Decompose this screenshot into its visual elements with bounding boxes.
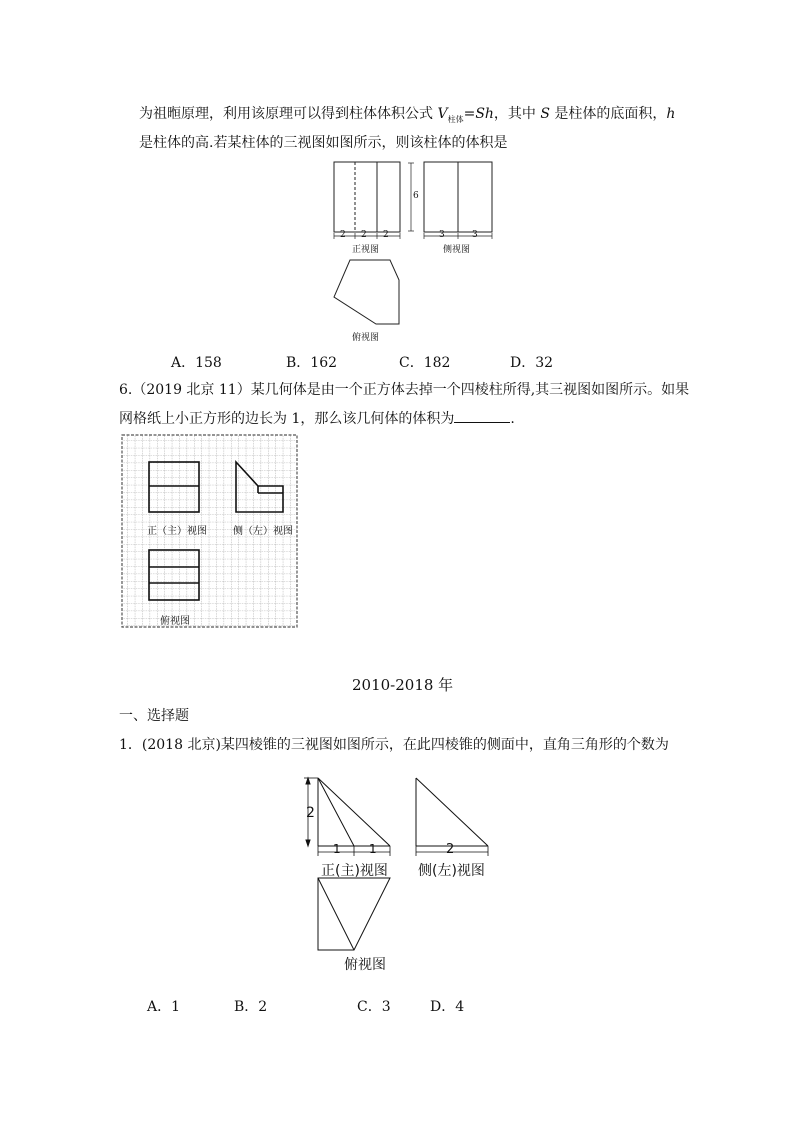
- q1-dim-side: 2: [446, 842, 455, 857]
- q5-front-caption: 正视图: [352, 245, 380, 255]
- q6-line2-end: .: [510, 411, 515, 427]
- q1-option-c: C．3: [357, 999, 391, 1015]
- q5-front-view-rect: [334, 162, 400, 232]
- q5-dim-side-2: 3: [472, 230, 478, 240]
- q1-dim-height: 2: [306, 805, 315, 821]
- q5-dim-height: 6: [413, 191, 419, 201]
- q5-option-d: D．32: [510, 355, 554, 371]
- q1-front-caption: 正(主)视图: [321, 863, 388, 879]
- q5-line2: 是柱体的高.若某柱体的三视图如图所示，则该柱体的体积是: [139, 135, 508, 151]
- q5-dim-front-3: 2: [383, 230, 389, 240]
- q5-line1-b: ，其中: [493, 106, 541, 122]
- q6-line2-text: 网格纸上小正方形的边长为 1，那么该几何体的体积为: [119, 411, 455, 427]
- q5-equals: =: [463, 106, 476, 122]
- q5-line1: [139, 104, 675, 130]
- q1-top-caption: 俯视图: [344, 957, 386, 973]
- q5-line1-a: 为祖暅原理，利用该原理可以得到柱体体积公式: [139, 106, 438, 122]
- q1-option-a: A．1: [147, 999, 181, 1015]
- q5-dim-front-2: 2: [361, 230, 367, 240]
- q5-Sh: Sh: [475, 106, 494, 122]
- q6-front-caption: 正（主）视图: [147, 526, 207, 537]
- q5-top-caption: 俯视图: [352, 333, 380, 343]
- q5-V: V: [437, 106, 448, 122]
- q5-h: h: [666, 106, 676, 122]
- q5-top-view-pentagon: [334, 260, 399, 324]
- q5-side-caption: 侧视图: [443, 245, 471, 255]
- q1-option-b: B．2: [234, 999, 268, 1015]
- q5-option-c: C．182: [399, 355, 451, 371]
- q1-dim-front-2: 1: [369, 842, 377, 856]
- q5-option-a: A．158: [171, 355, 222, 371]
- q1-text: 1．(2018 北京)某四棱锥的三视图如图所示，在此四棱锥的侧面中，直角三角形的个数为: [119, 737, 669, 753]
- q5-dim-front-1: 2: [340, 230, 346, 240]
- q1-top-view-trapezoid: [318, 878, 390, 950]
- q6-line2: [119, 408, 515, 429]
- q6-top-caption: 俯视图: [160, 616, 190, 627]
- q5-S: S: [540, 106, 550, 122]
- q5-V-subscript: 柱体: [447, 114, 464, 124]
- q6-side-caption: 侧（左）视图: [233, 526, 293, 537]
- q1-option-d: D．4: [430, 999, 465, 1015]
- q5-line1-c: 是柱体的底面积，: [549, 106, 667, 122]
- section-subtitle: 一、选择题: [119, 708, 189, 724]
- q5-dim-side-1: 3: [439, 230, 445, 240]
- q6-answer-blank: [454, 408, 510, 423]
- section-title: 2010-2018 年: [352, 676, 454, 694]
- q6-line1: 6.（2019 北京 11）某几何体是由一个正方体去掉一个四棱柱所得,其三视图如图所示。如果: [119, 382, 690, 398]
- q5-option-b: B．162: [286, 355, 338, 371]
- q1-side-caption: 侧(左)视图: [418, 863, 485, 879]
- q1-dim-front-1: 1: [333, 842, 341, 856]
